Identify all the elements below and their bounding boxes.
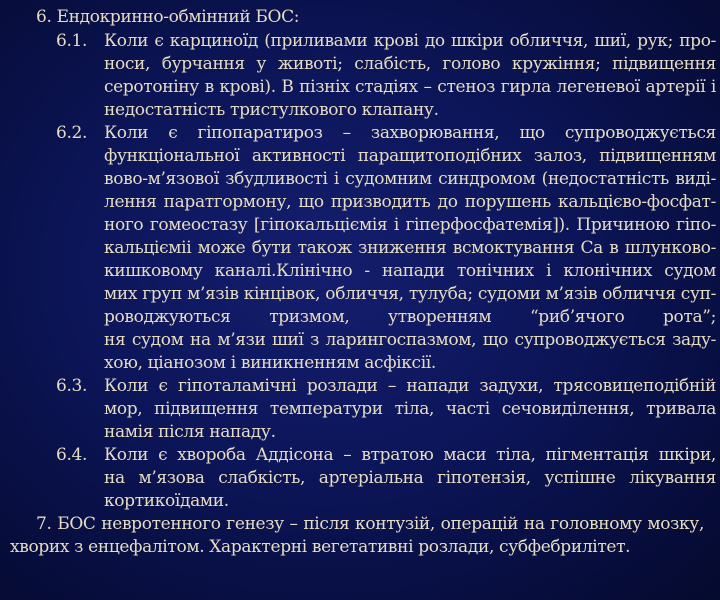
item-line: лення паратгормону, що призводить до порушень кальцієво-фосфат-	[104, 192, 716, 212]
item-line: ня судом на м’язи шиї з ларингоспазмом, що супроводжується заду-	[104, 330, 716, 350]
footer-line: 7. БОС невротенного генезу – після контузій, операцій на головному мозку,	[36, 514, 704, 534]
item-line: Коли є гіпопаратироз – захворювання, що супроводжується	[104, 123, 716, 143]
item-line: недостатність тристулкового клапану.	[104, 100, 439, 120]
item-line: вово-м’язової збудливості і судомним синдромом (недостатність виді-	[104, 169, 716, 189]
item-line: Коли є хвороба Аддісона – втратою маси тіла, пігментація шкіри,	[104, 445, 716, 465]
item-line: серотоніну в крові). В пізніх стадіях – стеноз гирла легеневої артерії і	[104, 77, 716, 97]
item-line: Коли є гіпоталамічні розлади – напади задухи, трясовицеподібній	[104, 376, 716, 396]
item-line: на м’язова слабкість, артеріальна гіпотензія, успішне лікування	[104, 468, 716, 488]
item-number: 6.2.	[56, 123, 88, 143]
item-line: Коли є карциноїд (приливами крові до шкіри обличчя, шиї, рук; про-	[104, 31, 716, 51]
item-line: мих груп м’язів кінцівок, обличчя, тулуба; судоми м’язів обличчя суп-	[104, 284, 716, 304]
item-line: мор, підвищення температури тіла, часті сечовиділення, тривала	[104, 399, 716, 419]
item-line: хою, ціанозом і виникненням асфіксії.	[104, 353, 436, 373]
item-line: функціональної активності паращитоподібних залоз, підвищенням	[104, 146, 716, 166]
item-line: кальцієміі може бути також зниження всмоктування Са в шлунково-	[104, 238, 716, 258]
item-line: намія після нападу.	[104, 422, 276, 442]
item-line: кортикоїдами.	[104, 491, 229, 511]
item-line: носи, бурчання у животі; слабість, голово кружіння; підвищення	[104, 54, 716, 74]
item-line: кишковому каналі.Клінічно - напади тонічних і клонічних судом	[104, 261, 716, 281]
item-number: 6.3.	[56, 376, 88, 396]
section-heading: 6. Ендокринно-обмінний БОС:	[36, 7, 300, 27]
item-number: 6.4.	[56, 445, 88, 465]
footer-line: хворих з енцефалітом. Характерні вегетативні розлади, субфебрилітет.	[10, 537, 631, 557]
item-number: 6.1.	[56, 31, 88, 51]
item-line: роводжуються тризмом, утворенням “риб’ячого рота”;	[104, 307, 716, 327]
item-line: ного гомеостазу [гіпокальціємія і гіперфосфатемія]). Причиною гіпо-	[104, 215, 716, 235]
